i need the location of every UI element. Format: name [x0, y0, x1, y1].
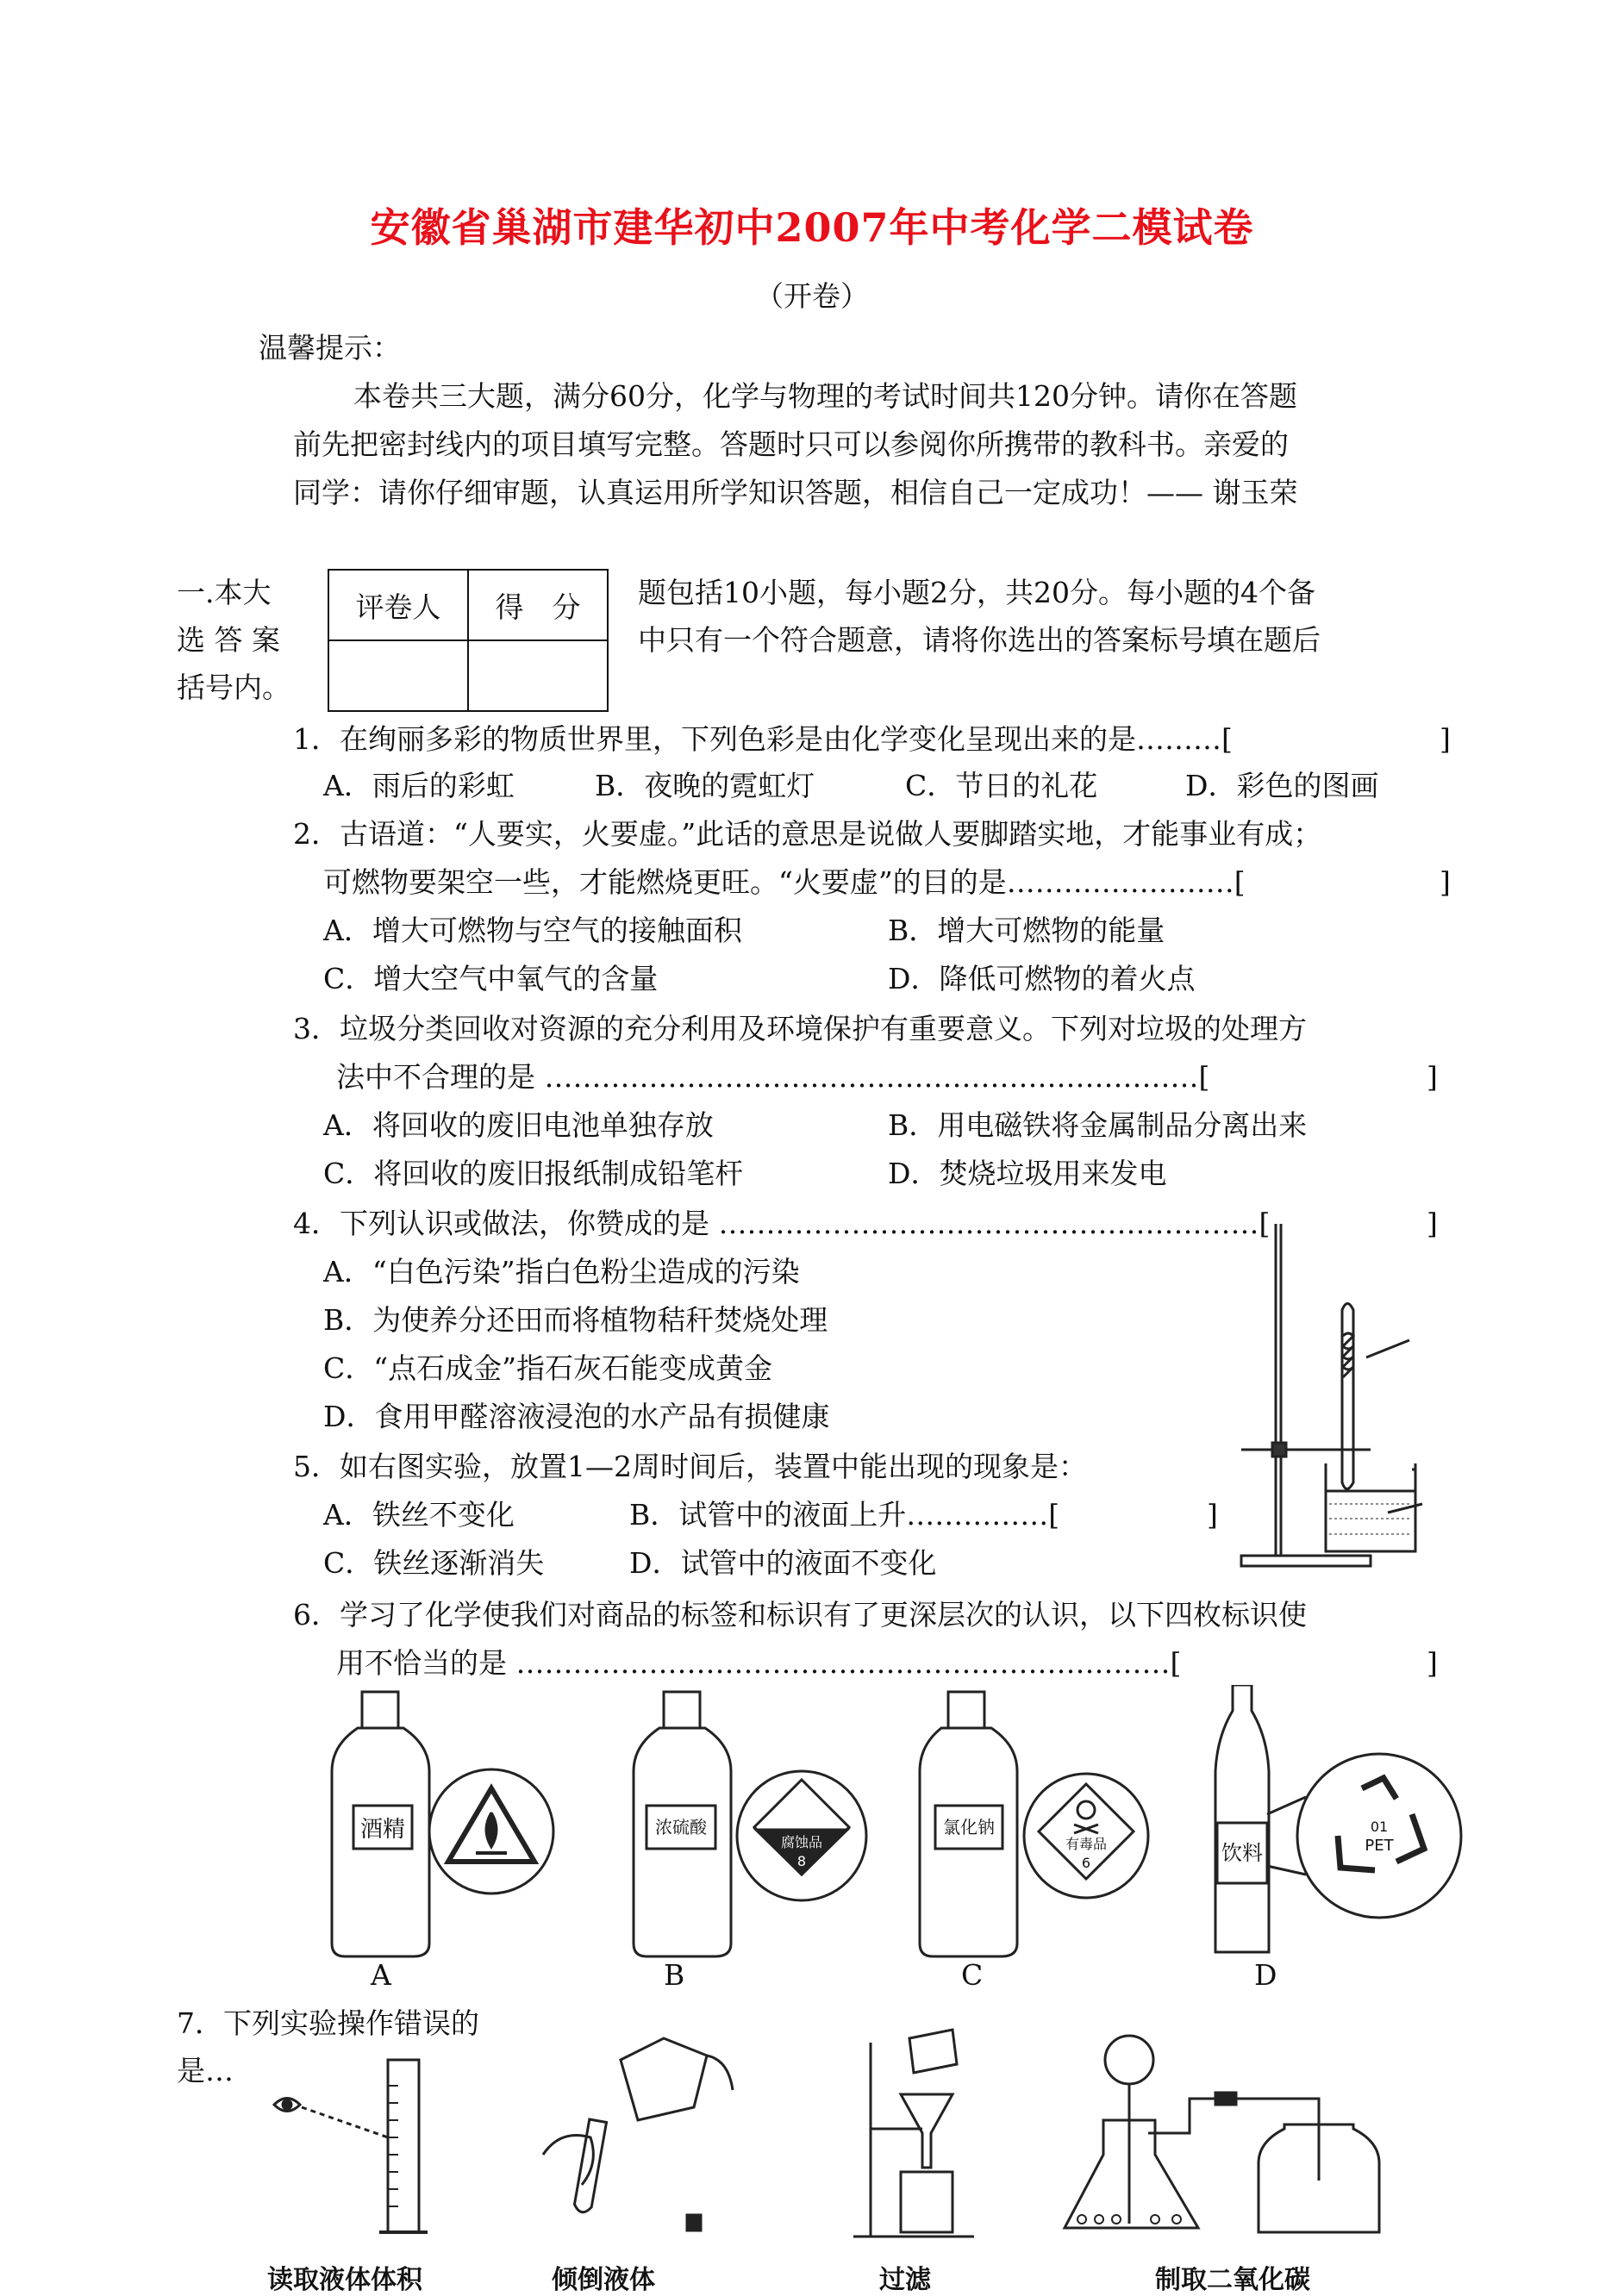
sign-text: 腐蚀品: [780, 1834, 823, 1850]
sign-text: 01: [1370, 1819, 1389, 1835]
option-d: D．食用甲醛溶液浸泡的水产品有损健康: [323, 1400, 830, 1433]
notice-line: 本卷共三大题，满分60分，化学与物理的考试时间共120分钟。请你在答题: [353, 379, 1297, 413]
answer-bracket[interactable]: ]: [1427, 1207, 1438, 1240]
page-subtitle: （开卷）: [755, 279, 869, 313]
operation-caption: 读取液体体积: [267, 2265, 422, 2295]
option-a: A．铁丝不变化: [323, 1498, 515, 1532]
figure-label-d: D: [1254, 1958, 1277, 1992]
question-2-stem: 2．古语道：“人要实，火要虚。”此话的意思是说做人要脚踏实地，才能事业有成；: [293, 817, 1322, 851]
notice-heading: 温馨提示：: [259, 331, 401, 365]
answer-bracket[interactable]: ]: [1440, 722, 1451, 756]
figure-label-a: A: [371, 1958, 391, 1992]
figure-label-b: B: [664, 1958, 685, 1992]
option-b: B．用电磁铁将金属制品分离出来: [888, 1108, 1308, 1142]
option-a: A．将回收的废旧电池单独存放: [323, 1108, 714, 1142]
option-b: B．为使养分还田而将植物秸秆焚烧处理: [323, 1303, 828, 1337]
question-2-stem: 可燃物要架空一些，才能燃烧更旺。“火要虚”的目的是……………………[: [323, 865, 1246, 899]
answer-bracket[interactable]: ]: [1427, 1060, 1438, 1094]
grader-header: 评卷人: [328, 570, 468, 640]
option-c: C．节日的礼花: [905, 769, 1098, 802]
answer-bracket[interactable]: ]: [1440, 865, 1451, 899]
question-1-stem: 1．在绚丽多彩的物质世界里，下列色彩是由化学变化呈现出来的是………[: [293, 722, 1233, 756]
option-c: C．铁丝逐渐消失: [323, 1546, 545, 1580]
question-5-stem: 5．如右图实验，放置1—2周时间后，装置中能出现的现象是：: [293, 1450, 1087, 1483]
lab-operations-figure: [259, 2025, 1508, 2267]
score-header: 得 分: [468, 570, 608, 640]
question-6-stem: 用不恰当的是 ……………………………………………………………[: [336, 1646, 1182, 1680]
question-3-stem: 3．垃圾分类回收对资源的充分利用及环境保护有重要意义。下列对垃圾的处理方: [293, 1012, 1307, 1045]
option-c: C．将回收的废旧报纸制成铅笔杆: [323, 1157, 744, 1190]
answer-bracket[interactable]: ]: [1427, 1646, 1438, 1680]
operation-caption: 过滤: [879, 2265, 931, 2295]
question-7-stem: 是…: [177, 2054, 234, 2087]
operation-caption: 倾倒液体: [552, 2265, 655, 2295]
bottle-label: 饮料: [1221, 1841, 1263, 1865]
answer-bracket[interactable]: ]: [1207, 1498, 1218, 1532]
option-b: B．夜晚的霓虹灯: [595, 769, 815, 802]
sign-text: PET: [1365, 1837, 1394, 1855]
option-a: A．“白色污染”指白色粉尘造成的污染: [323, 1255, 800, 1288]
grader-cell[interactable]: [328, 640, 468, 711]
option-d: D．焚烧垃圾用来发电: [888, 1157, 1167, 1190]
option-b: B．增大可燃物的能量: [888, 914, 1165, 947]
sign-text: 有毒品: [1065, 1836, 1108, 1852]
operation-caption: 制取二氧化碳: [1155, 2265, 1310, 2295]
bottle-label: 浓硫酸: [655, 1817, 707, 1837]
option-d: D．彩色的图画: [1185, 769, 1379, 802]
question-7-stem: 7．下列实验操作错误的: [177, 2006, 479, 2040]
option-c: C．增大空气中氧气的含量: [323, 962, 659, 995]
question-3-stem: 法中不合理的是 ……………………………………………………………[: [336, 1060, 1210, 1094]
section-text: 括号内。: [177, 671, 290, 704]
iron-rust-apparatus: [1224, 1207, 1465, 1586]
score-cell[interactable]: [468, 640, 608, 711]
notice-line: 前先把密封线内的项目填写完整。答题时只可以参阅你所携带的教科书。亲爱的: [293, 427, 1289, 461]
bottle-label: 酒精: [359, 1817, 406, 1843]
page-title: 安徽省巢湖市建华初中2007年中考化学二模试卷: [370, 204, 1254, 251]
section-text: 中只有一个符合题意，请将你选出的答案标号填在题后: [638, 623, 1321, 657]
option-d: D．试管中的液面不变化: [629, 1546, 937, 1580]
score-box: [328, 569, 609, 712]
figure-label-c: C: [961, 1958, 984, 1992]
option-a: A．雨后的彩虹: [323, 769, 515, 802]
sign-text: 8: [796, 1853, 807, 1869]
option-a: A．增大可燃物与空气的接触面积: [323, 914, 742, 947]
bottle-label: 氯化钠: [943, 1817, 995, 1837]
section-text: 一.本大: [177, 576, 272, 609]
section-text: 选 答 案: [177, 623, 280, 657]
section-text: 题包括10小题，每小题2分，共20分。每小题的4个备: [638, 576, 1315, 609]
option-b: B．试管中的液面上升……………[: [629, 1498, 1060, 1532]
question-4-stem: 4．下列认识或做法，你赞成的是 …………………………………………………[: [293, 1207, 1271, 1240]
question-6-stem: 6．学习了化学使我们对商品的标签和标识有了更深层次的认识，以下四枚标识使: [293, 1598, 1307, 1632]
sign-text: 6: [1081, 1855, 1091, 1871]
option-c: C．“点石成金”指石灰石能变成黄金: [323, 1351, 772, 1385]
notice-line: 同学：请你仔细审题，认真运用所学知识答题，相信自己一定成功！—— 谢玉荣: [293, 476, 1298, 509]
label-signs-figure: [328, 1685, 1465, 1969]
option-d: D．降低可燃物的着火点: [888, 962, 1196, 995]
